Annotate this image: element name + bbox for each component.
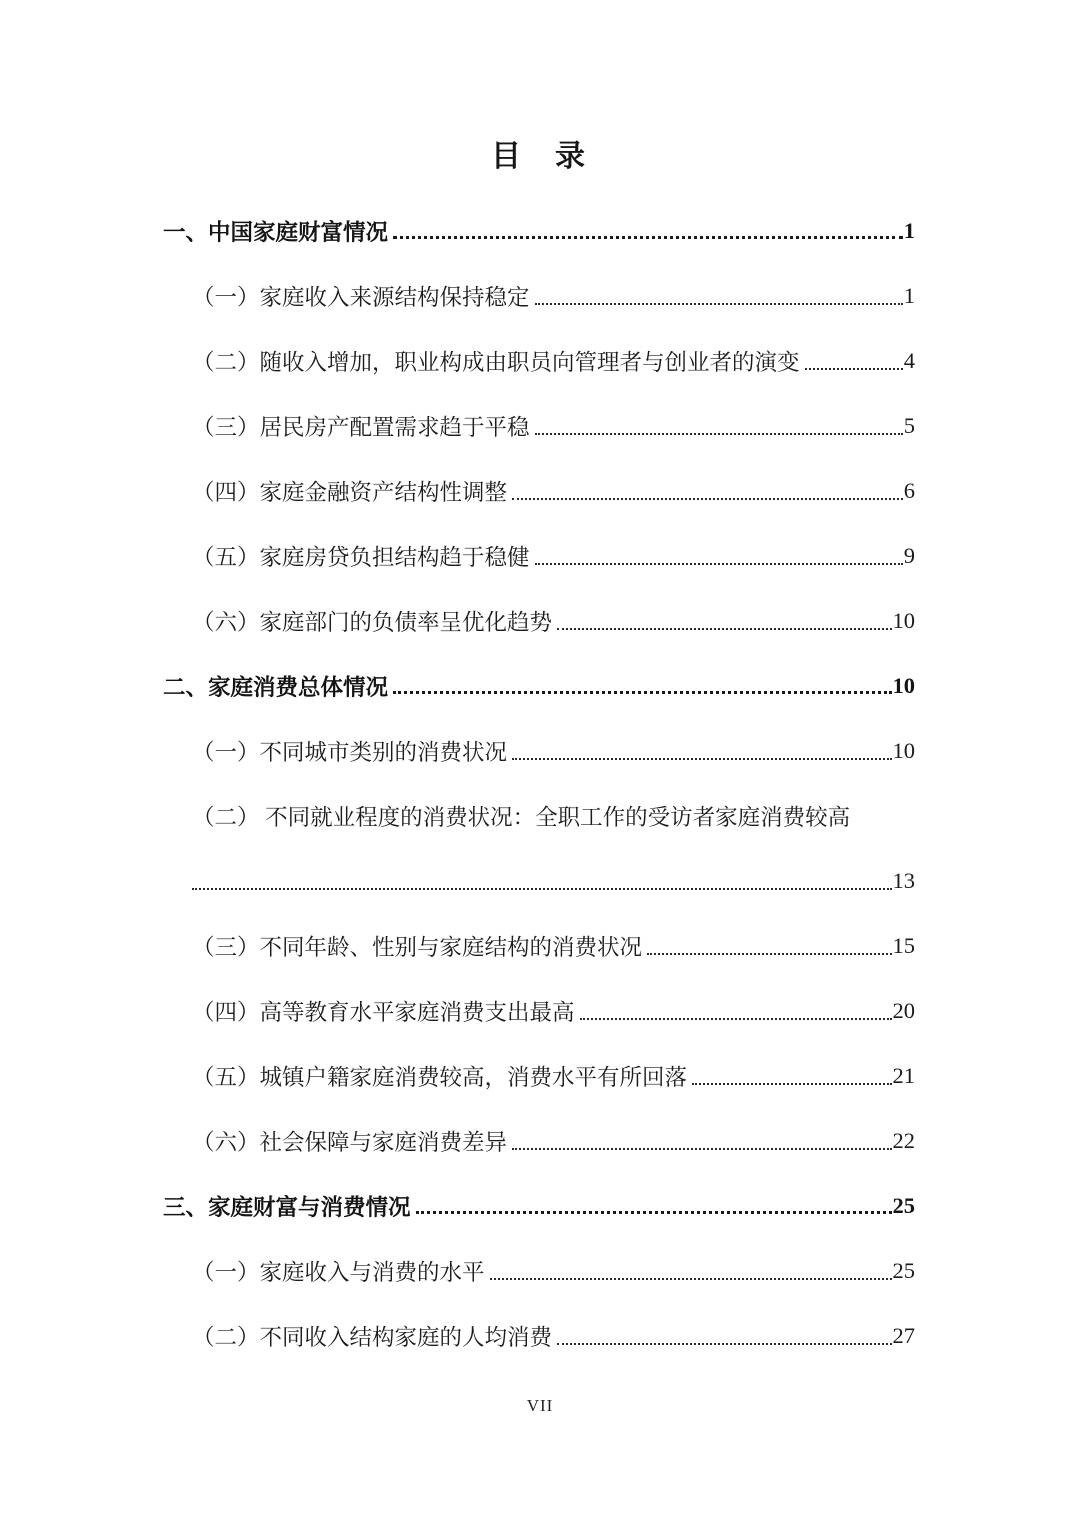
- dot-leader: [535, 433, 903, 435]
- toc-entry: [163, 718, 915, 783]
- toc-page-number: 15: [892, 932, 915, 958]
- toc-page-number: 1: [903, 282, 915, 308]
- toc-entry-label: （三）不同年龄、性别与家庭结构的消费状况: [192, 934, 643, 960]
- dot-leader: [557, 1343, 891, 1345]
- page-title: 目 录: [491, 140, 587, 173]
- dot-leader: [416, 1211, 892, 1214]
- toc-entry: [163, 198, 915, 263]
- toc-entry-label: 二、家庭消费总体情况: [163, 674, 389, 700]
- toc-page-number: 25: [892, 1257, 915, 1283]
- toc-entry: [163, 458, 915, 523]
- toc-entry: [163, 1173, 915, 1238]
- toc-entry-label: （四）高等教育水平家庭消费支出最高: [192, 999, 575, 1025]
- dot-leader: [557, 628, 891, 630]
- toc-entry: [163, 653, 915, 718]
- toc-entry-label: （一）不同城市类别的消费状况: [192, 739, 508, 765]
- dot-leader: [512, 1148, 891, 1150]
- toc-page-number: 20: [892, 997, 915, 1023]
- toc-entry-label: （六）家庭部门的负债率呈优化趋势: [192, 609, 553, 635]
- dot-leader: [535, 563, 903, 565]
- dot-leader: [192, 888, 892, 890]
- toc-page-number: 10: [892, 672, 915, 698]
- toc-entry: [163, 1043, 915, 1108]
- toc-entry-label: （五）城镇户籍家庭消费较高，消费水平有所回落: [192, 1064, 688, 1090]
- toc-entry: [163, 1238, 915, 1303]
- toc-page-number: 22: [892, 1127, 915, 1153]
- toc-entry-label: （六）社会保障与家庭消费差异: [192, 1129, 508, 1155]
- dot-leader: [805, 368, 903, 370]
- toc-page-number: 13: [892, 867, 915, 893]
- dot-leader: [512, 498, 903, 500]
- toc-entry-label: （二）不同收入结构家庭的人均消费: [192, 1324, 553, 1350]
- toc-entry-label: （四）家庭金融资产结构性调整: [192, 479, 508, 505]
- toc-entry-label: （三）居民房产配置需求趋于平稳: [192, 414, 530, 440]
- page-number-footer: VII: [526, 1396, 554, 1415]
- toc-entry-label: （一）家庭收入来源结构保持稳定: [192, 284, 530, 310]
- toc-entry-label: （一）家庭收入与消费的水平: [192, 1259, 485, 1285]
- toc-entry: [163, 783, 915, 848]
- dot-leader: [692, 1083, 891, 1085]
- dot-leader: [512, 758, 891, 760]
- toc-entry: [163, 328, 915, 393]
- toc-entry: [163, 913, 915, 978]
- dot-leader: [580, 1018, 892, 1020]
- toc-page-number: 6: [903, 477, 915, 503]
- table-of-contents: [163, 198, 915, 1368]
- toc-entry: [163, 1108, 915, 1173]
- dot-leader: [535, 303, 903, 305]
- toc-entry: [163, 523, 915, 588]
- toc-entry-continuation: [163, 848, 915, 913]
- dot-leader: [393, 691, 891, 694]
- dot-leader: [490, 1278, 892, 1280]
- toc-entry: [163, 978, 915, 1043]
- dot-leader: [647, 953, 891, 955]
- toc-page-number: 9: [903, 542, 915, 568]
- toc-page-number: 4: [903, 347, 915, 373]
- toc-entry-label: 三、家庭财富与消费情况: [163, 1194, 411, 1220]
- toc-page-number: 10: [892, 607, 915, 633]
- toc-page-number: 5: [903, 412, 915, 438]
- toc-page-number: 1: [903, 217, 915, 243]
- toc-page-number: 10: [892, 737, 915, 763]
- toc-entry-label: 一、中国家庭财富情况: [163, 219, 389, 245]
- toc-entry-label: （五）家庭房贷负担结构趋于稳健: [192, 544, 530, 570]
- toc-page-number: 27: [892, 1322, 915, 1348]
- dot-leader: [393, 236, 903, 239]
- toc-page-number: 25: [892, 1192, 915, 1218]
- toc-page-number: 21: [892, 1062, 915, 1088]
- toc-entry-label: （二）随收入增加，职业构成由职员向管理者与创业者的演变: [192, 349, 800, 375]
- toc-entry: [163, 263, 915, 328]
- toc-entry: [163, 588, 915, 653]
- toc-entry: [163, 1303, 915, 1368]
- toc-entry: [163, 393, 915, 458]
- toc-entry-label: （二） 不同就业程度的消费状况：全职工作的受访者家庭消费较高: [192, 804, 851, 830]
